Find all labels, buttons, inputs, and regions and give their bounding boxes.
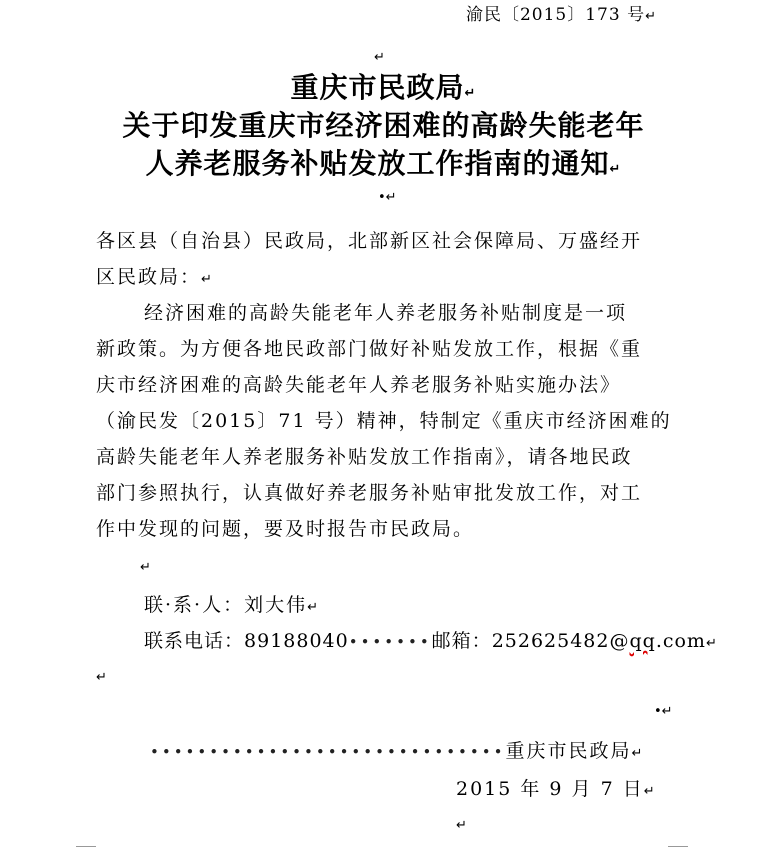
email-label: 邮箱： [431,630,492,652]
paragraph-mark: ↵ [464,86,477,101]
crop-mark-left [76,846,96,847]
phone-label: 联系电话： [144,630,245,652]
paragraph-mark: ↵ [456,818,467,833]
signature-date: 2015 年 9 月 7 日 [456,778,644,800]
paragraph-mark: ↵ [643,784,657,799]
paragraph-mark: ↵ [645,9,657,24]
contact-line [144,626,718,653]
recipients-line-2 [96,262,214,289]
recipients-line-2-text: 区民政局： [96,266,202,288]
empty-paragraph [654,704,673,719]
space-dots: •••••••••••••••••••••••••••••• [150,743,506,761]
empty-paragraph [378,190,397,205]
paragraph-mark: ↵ [661,704,673,719]
space-dots: ••••••• [348,633,432,651]
paragraph-mark: ↵ [631,746,645,761]
paragraph-mark: ↵ [609,162,622,177]
paragraph-line: 经济困难的高龄失能老年人养老服务补贴制度是一项 [144,302,628,324]
title-line-2 [0,104,767,144]
paragraph-line: 庆市经济困难的高龄失能老年人养老服务补贴实施办法》 [96,374,622,396]
document-number [466,0,657,25]
contact-person-name: 刘大伟 [244,594,308,616]
paragraph-mark: ↵ [96,670,107,685]
signature-date-line [456,774,657,801]
title-line-3-text: 人养老服务补贴发放工作指南的通知 [145,147,610,180]
crop-mark-right [668,846,688,847]
title-line-1 [0,66,767,106]
paragraph-line: （渝民发〔2015〕71 号）精神，特制定《重庆市经济困难的 [96,410,672,432]
document-number-text: 渝民〔2015〕173 号 [465,5,646,25]
paragraph-mark: ↵ [201,272,214,287]
paragraph-line: 部门参照执行，认真做好养老服务补贴审批发放工作，对工 [96,482,643,504]
signature-org-line [150,736,644,763]
paragraph-line: 新政策。为方便各地民政部门做好补贴发放工作，根据《重 [96,338,643,360]
paragraph-line: 高龄失能老年人养老服务补贴发放工作指南》，请各地民政 [96,446,633,468]
paragraph-mark: ↵ [307,600,321,615]
recipients-line-1: 各区县（自治县）民政局，北部新区社会保障局、万盛经开 [96,230,643,252]
paragraph-mark: ↵ [705,636,718,651]
paragraph-mark: ↵ [374,50,385,65]
phone-number: 89188040 [244,630,349,652]
title-line-3 [0,142,767,182]
contact-person [144,590,320,617]
space-dot: • [378,190,386,205]
paragraph-line: 作中发现的问题，要及时报告市民政局。 [96,518,475,540]
email-domain: qq [629,630,656,652]
title-line-1-text: 重庆市民政局 [290,71,465,104]
title-line-2-text: 关于印发重庆市经济困难的高龄失能老年 [122,109,645,142]
signature-org: 重庆市民政局 [505,740,632,762]
contact-person-label: 联·系·人： [144,594,245,616]
paragraph-mark: ↵ [140,560,151,575]
email-suffix: .com [655,630,706,652]
email-prefix: 252625482@ [491,630,630,652]
paragraph-mark: ↵ [385,190,397,205]
space-dot: • [654,704,662,719]
